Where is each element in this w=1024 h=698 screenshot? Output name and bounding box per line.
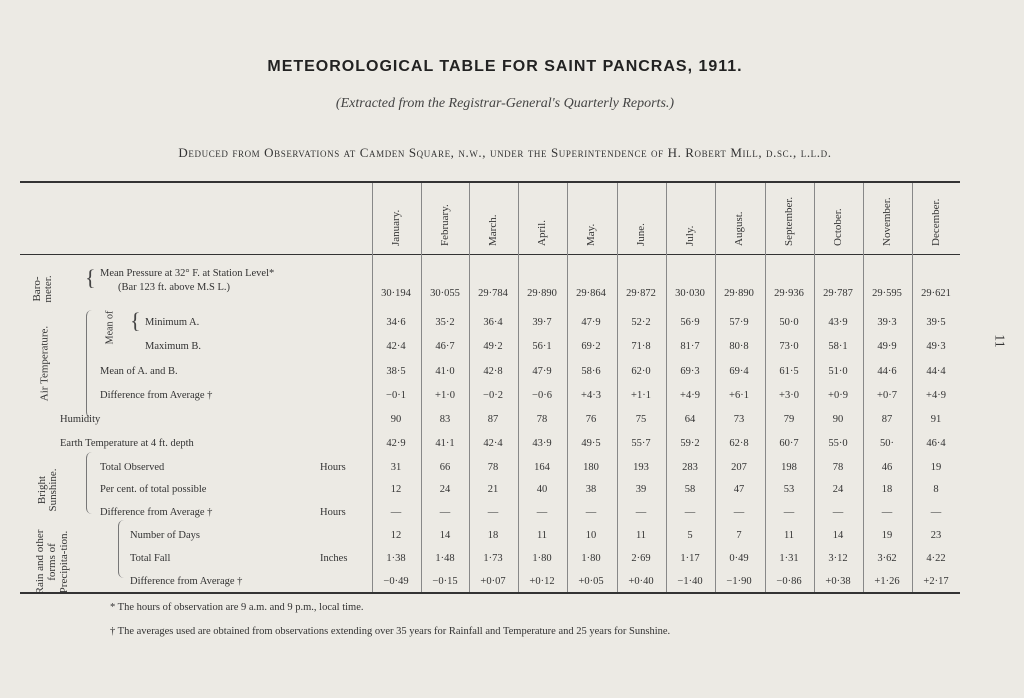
table-cell: 43·9 (532, 438, 552, 449)
table-cell: 24 (832, 484, 844, 495)
table-cell: +4·9 (926, 390, 946, 401)
table-cell: 4·22 (926, 553, 946, 564)
table-cell: 47·9 (532, 366, 552, 377)
table-cell: −0·49 (383, 576, 409, 587)
brace-mean-of: { (130, 308, 141, 333)
bracket-air-temperature (86, 310, 93, 418)
table-cell: 56·9 (680, 317, 700, 328)
table-cell: +1·0 (435, 390, 455, 401)
table-cell: 29·595 (872, 288, 902, 299)
table-cell: — (684, 507, 696, 518)
table-cell: 12 (390, 484, 402, 495)
row-label: Difference from Average † (130, 576, 243, 587)
table-cell: — (487, 507, 499, 518)
row-unit: Hours (320, 462, 346, 473)
table-cell: −0·1 (386, 390, 406, 401)
table-cell: 198 (781, 462, 797, 473)
top-rule (20, 181, 960, 183)
table-cell: 43·9 (828, 317, 848, 328)
table-cell: 58 (684, 484, 696, 495)
table-cell: 58·6 (581, 366, 601, 377)
row-label: Difference from Average † (100, 390, 213, 401)
month-header: December. (930, 198, 942, 246)
table-cell: 41·0 (435, 366, 455, 377)
table-cell: 30·055 (430, 288, 460, 299)
table-cell: 78 (487, 462, 499, 473)
table-cell: 51·0 (828, 366, 848, 377)
table-cell: 75 (635, 414, 647, 425)
table-cell: 47·9 (581, 317, 601, 328)
table-cell: 11 (536, 530, 548, 541)
table-cell: 283 (682, 462, 698, 473)
table-cell: 19 (930, 462, 942, 473)
table-cell: 29·621 (921, 288, 951, 299)
table-cell: 35·2 (435, 317, 455, 328)
table-cell: 10 (585, 530, 597, 541)
table-cell: 23 (930, 530, 942, 541)
table-cell: 42·9 (386, 438, 406, 449)
table-cell: 47 (733, 484, 745, 495)
table-cell: 41·1 (435, 438, 455, 449)
table-cell: 1·31 (779, 553, 799, 564)
table-cell: +1·26 (874, 576, 900, 587)
table-cell: 18 (881, 484, 893, 495)
table-cell: 11 (783, 530, 795, 541)
deduced-line: Deduced from Observations at Camden Square, n.w., under the Superintendence of H. Robert Mill, d.sc., l.l.d. (178, 145, 832, 160)
table-cell: 29·864 (576, 288, 606, 299)
table-cell: 49·9 (877, 341, 897, 352)
row-label: Total Fall (130, 553, 171, 564)
row-label: Earth Temperature at 4 ft. depth (60, 438, 194, 449)
table-cell: +0·05 (578, 576, 604, 587)
table-cell: 40 (536, 484, 548, 495)
table-cell: 29·872 (626, 288, 656, 299)
table-cell: 42·8 (483, 366, 503, 377)
table-cell: 29·936 (774, 288, 804, 299)
month-header: August. (733, 211, 745, 246)
table-cell: 29·787 (823, 288, 853, 299)
table-cell: 83 (439, 414, 451, 425)
table-cell: 49·3 (926, 341, 946, 352)
month-header: April. (536, 220, 548, 246)
table-cell: +0·9 (828, 390, 848, 401)
table-cell: 38 (585, 484, 597, 495)
table-cell: +3·0 (779, 390, 799, 401)
table-cell: +2·17 (923, 576, 949, 587)
table-cell: 55·7 (631, 438, 651, 449)
table-cell: 193 (633, 462, 649, 473)
table-cell: 73 (733, 414, 745, 425)
bottom-rule (20, 592, 960, 594)
table-cell: — (783, 507, 795, 518)
table-cell: 81·7 (680, 341, 700, 352)
table-cell: — (733, 507, 745, 518)
table-cell: 78 (832, 462, 844, 473)
table-cell: 76 (585, 414, 597, 425)
month-header: November. (881, 197, 893, 246)
table-cell: 59·2 (680, 438, 700, 449)
table-cell: 0·49 (729, 553, 749, 564)
table-cell: 57·9 (729, 317, 749, 328)
row-label: Mean Pressure at 32° F. at Station Level* (100, 268, 275, 279)
month-header: February. (439, 204, 451, 246)
table-cell: 14 (439, 530, 451, 541)
table-cell: 39·3 (877, 317, 897, 328)
table-cell: — (930, 507, 942, 518)
table-cell: 29·890 (527, 288, 557, 299)
table-cell: 11 (635, 530, 647, 541)
table-cell: 39 (635, 484, 647, 495)
row-label: Maximum B. (145, 341, 202, 352)
table-cell: 78 (536, 414, 548, 425)
table-cell: 53 (783, 484, 795, 495)
table-cell: 91 (930, 414, 942, 425)
month-header: January. (390, 209, 402, 246)
table-cell: 61·5 (779, 366, 799, 377)
table-cell: 164 (534, 462, 550, 473)
row-unit: Inches (320, 553, 348, 564)
table-cell: 1·80 (532, 553, 552, 564)
table-cell: 29·890 (724, 288, 754, 299)
group-barometer: Baro-meter. (31, 275, 54, 303)
table-cell: 73·0 (779, 341, 799, 352)
table-cell: 56·1 (532, 341, 552, 352)
table-cell: — (536, 507, 548, 518)
table-cell: 50· (880, 438, 894, 449)
footnote-averages: † The averages used are obtained from observations extending over 35 years for Rainfall and Temperature and 25 years for Sunshine. (110, 626, 671, 637)
table-cell: 1·17 (680, 553, 700, 564)
table-cell: 1·38 (386, 553, 406, 564)
bracket-sunshine (86, 452, 93, 514)
table-cell: +0·12 (529, 576, 555, 587)
table-cell: 69·4 (729, 366, 749, 377)
table-cell: — (635, 507, 647, 518)
header-rule (20, 254, 960, 255)
table-cell: 64 (684, 414, 696, 425)
month-header: June. (635, 223, 647, 246)
table-cell: 1·48 (435, 553, 455, 564)
table-cell: 3·62 (877, 553, 897, 564)
table-cell: 44·6 (877, 366, 897, 377)
row-unit: Hours (320, 507, 346, 518)
table-cell: 18 (487, 530, 499, 541)
table-cell: +0·07 (480, 576, 506, 587)
table-cell: −1·90 (726, 576, 752, 587)
table-cell: −0·2 (483, 390, 503, 401)
table-cell: 39·5 (926, 317, 946, 328)
table-cell: — (881, 507, 893, 518)
table-cell: 180 (583, 462, 599, 473)
table-cell: 69·3 (680, 366, 700, 377)
table-cell: 90 (390, 414, 402, 425)
table-cell: 42·4 (483, 438, 503, 449)
table-cell: +6·1 (729, 390, 749, 401)
table-cell: 34·6 (386, 317, 406, 328)
table-cell: +1·1 (631, 390, 651, 401)
table-cell: 29·784 (478, 288, 508, 299)
table-cell: 14 (832, 530, 844, 541)
table-cell: 46·7 (435, 341, 455, 352)
group-rain: Rain and other forms of Precipita-tion. (34, 529, 70, 595)
group-bright-sunshine: Bright Sunshine. (36, 468, 59, 512)
table-cell: 7 (736, 530, 742, 541)
table-cell: 62·0 (631, 366, 651, 377)
table-cell: +4·3 (581, 390, 601, 401)
table-cell: 12 (390, 530, 402, 541)
table-cell: 49·5 (581, 438, 601, 449)
month-header: March. (487, 214, 499, 246)
table-cell: 30·030 (675, 288, 705, 299)
table-cell: 55·0 (828, 438, 848, 449)
table-cell: 71·8 (631, 341, 651, 352)
table-cell: −0·15 (432, 576, 458, 587)
table-cell: 24 (439, 484, 451, 495)
table-cell: +0·38 (825, 576, 851, 587)
row-label: Total Observed (100, 462, 165, 473)
table-cell: 69·2 (581, 341, 601, 352)
table-cell: 87 (881, 414, 893, 425)
table-cell: 87 (487, 414, 499, 425)
table-cell: −1·40 (677, 576, 703, 587)
table-cell: 50·0 (779, 317, 799, 328)
table-cell: 42·4 (386, 341, 406, 352)
table-cell: — (390, 507, 402, 518)
table-cell: 2·69 (631, 553, 651, 564)
row-label: Difference from Average † (100, 507, 213, 518)
table-cell: 8 (933, 484, 939, 495)
group-air-temperature: Air Temperature. (38, 325, 51, 402)
month-header: October. (832, 208, 844, 246)
table-cell: 5 (687, 530, 693, 541)
table-cell: 62·8 (729, 438, 749, 449)
table-cell: 207 (731, 462, 747, 473)
table-cell: — (832, 507, 844, 518)
table-cell: 21 (487, 484, 499, 495)
table-cell: 46 (881, 462, 893, 473)
table-cell: 60·7 (779, 438, 799, 449)
table-cell: — (585, 507, 597, 518)
table-cell: 46·4 (926, 438, 946, 449)
table-cell: — (439, 507, 451, 518)
row-label: Mean of A. and B. (100, 366, 178, 377)
row-label: Per cent. of total possible (100, 484, 207, 495)
group-mean-of: Mean of (104, 310, 116, 345)
row-label: Number of Days (130, 530, 200, 541)
bracket-rain (118, 520, 125, 578)
table-subtitle: (Extracted from the Registrar-General's Quarterly Reports.) (335, 96, 675, 111)
table-cell: 44·4 (926, 366, 946, 377)
footnote-observation-hours: * The hours of observation are 9 a.m. and 9 p.m., local time. (110, 602, 364, 613)
table-cell: 58·1 (828, 341, 848, 352)
table-cell: 49·2 (483, 341, 503, 352)
row-label: Minimum A. (145, 317, 200, 328)
month-header: May. (585, 223, 597, 246)
table-cell: 31 (390, 462, 402, 473)
table-title: METEOROLOGICAL TABLE FOR SAINT PANCRAS, 1911. (267, 58, 743, 75)
table-cell: +0·40 (628, 576, 654, 587)
table-cell: 3·12 (828, 553, 848, 564)
table-cell: 36·4 (483, 317, 503, 328)
table-cell: 38·5 (386, 366, 406, 377)
brace-barometer: { (85, 265, 96, 290)
table-cell: 80·8 (729, 341, 749, 352)
table-cell: 90 (832, 414, 844, 425)
table-cell: 79 (783, 414, 795, 425)
table-cell: 52·2 (631, 317, 651, 328)
page-number: 11 (991, 334, 1007, 348)
table-cell: −0·86 (776, 576, 802, 587)
table-cell: 19 (881, 530, 893, 541)
table-cell: 39·7 (532, 317, 552, 328)
table-cell: 30·194 (381, 288, 411, 299)
table-cell: 1·73 (483, 553, 503, 564)
table-cell: +0·7 (877, 390, 897, 401)
table-cell: −0·6 (532, 390, 552, 401)
month-header: July. (684, 225, 696, 246)
table-cell: +4·9 (680, 390, 700, 401)
row-label-secondary: (Bar 123 ft. above M.S L.) (118, 282, 230, 293)
row-label: Humidity (60, 414, 101, 425)
table-cell: 66 (439, 462, 451, 473)
table-cell: 1·80 (581, 553, 601, 564)
month-header: September. (783, 196, 795, 246)
